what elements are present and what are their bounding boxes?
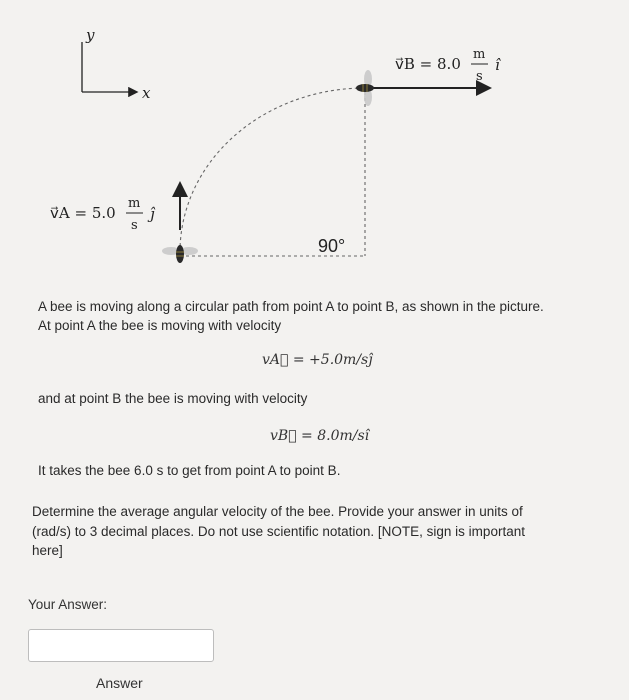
answer-input[interactable] bbox=[28, 629, 214, 662]
equation-velocity-a: vA⃗ = +5.0m/sĵ bbox=[262, 352, 373, 368]
equation-velocity-b: vB⃗ = 8.0m/sî bbox=[270, 428, 370, 444]
task-line-1: Determine the average angular velocity of the bee. Provide your answer in units of bbox=[32, 504, 523, 519]
axis-y-label: y bbox=[86, 26, 95, 44]
velocity-a-label bbox=[50, 196, 156, 233]
intro-line-2: At point A the bee is moving with velocity bbox=[38, 318, 282, 333]
task-line-2: (rad/s) to 3 decimal places. Do not use scientific notation. [NOTE, sign is important bbox=[32, 524, 525, 539]
axis-x-label: x bbox=[142, 84, 151, 102]
va-lhs: v⃗A = 5.0 bbox=[50, 204, 116, 222]
bee-icon-a bbox=[162, 245, 198, 263]
bee-path-figure bbox=[0, 0, 629, 280]
bee-icon-b bbox=[356, 70, 374, 106]
answer-button[interactable]: Answer bbox=[96, 675, 143, 691]
circular-path-arc bbox=[180, 88, 365, 252]
va-unit-num: m bbox=[128, 196, 141, 211]
vb-unit-num: m bbox=[473, 47, 486, 62]
velocity-b-label bbox=[395, 47, 501, 84]
your-answer-label: Your Answer: bbox=[28, 597, 108, 612]
time-text: It takes the bee 6.0 s to get from point A to point B. bbox=[38, 463, 341, 478]
angle-label: 90° bbox=[318, 236, 346, 256]
va-direction: ĵ bbox=[150, 205, 155, 223]
vb-unit-den: s bbox=[476, 69, 483, 84]
vb-lhs: v⃗B = 8.0 bbox=[395, 55, 461, 73]
mid-text: and at point B the bee is moving with velocity bbox=[38, 391, 308, 406]
intro-line-1: A bee is moving along a circular path from point A to point B, as shown in the picture. bbox=[38, 299, 544, 314]
coordinate-axes bbox=[82, 26, 151, 102]
task-line-3: here] bbox=[32, 543, 63, 558]
vb-direction: î bbox=[495, 56, 500, 74]
va-unit-den: s bbox=[131, 218, 138, 233]
